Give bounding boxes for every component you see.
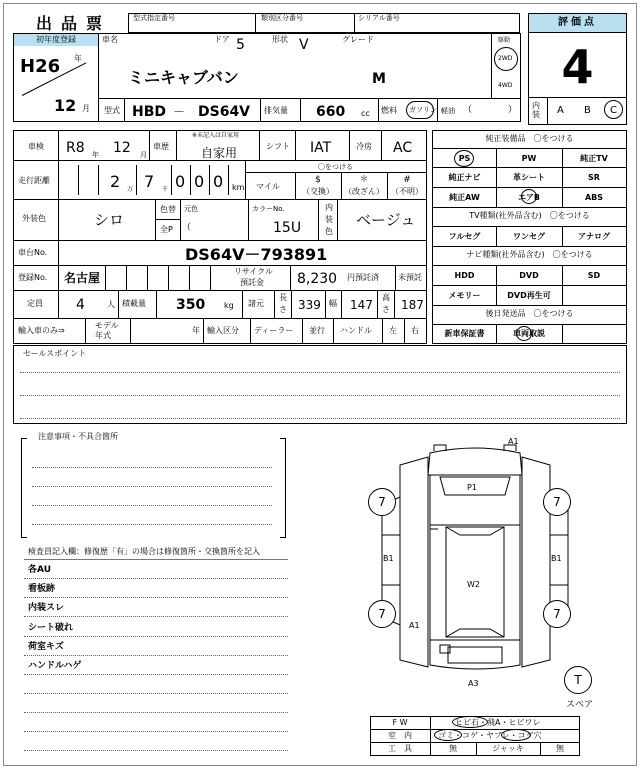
handle-right: 右 xyxy=(411,326,419,335)
load-label: 積載量 xyxy=(122,299,146,308)
import-label: 輸入車のみ⇒ xyxy=(18,326,65,335)
width-value: 147 xyxy=(350,298,373,312)
equip-aw: 純正AW xyxy=(449,193,480,202)
paren-right: ） xyxy=(508,105,518,115)
color-change-label: 色替 xyxy=(160,205,176,214)
capacity-unit: 人 xyxy=(107,300,115,309)
door-label: ドア xyxy=(214,35,230,44)
interior-grade-b: B xyxy=(584,105,591,116)
spare-label: スペア xyxy=(566,700,594,710)
history-value: 自家用 xyxy=(201,146,238,160)
mark-a3: A3 xyxy=(468,679,479,688)
length-char-1: 長 xyxy=(279,293,287,302)
serial-label: シリアル番号 xyxy=(358,14,400,22)
grade-field-label: グレード xyxy=(342,35,374,44)
grade-label: 評価点 xyxy=(558,17,597,28)
first-reg-label: 初年度登録 xyxy=(36,35,76,44)
height-char-1: 高 xyxy=(382,293,390,302)
fw-label: F W xyxy=(392,718,408,727)
mark-a1-low: A1 xyxy=(409,621,420,630)
model-value: DS64V xyxy=(198,104,251,120)
navi-dvd: DVD xyxy=(519,271,539,280)
equip-airbag-circle xyxy=(521,189,537,204)
capacity-value: 4 xyxy=(76,297,85,313)
inspector-item-4: シート破れ xyxy=(28,623,74,633)
mark-w2: W2 xyxy=(467,580,480,589)
regno-label: 登録No. xyxy=(18,273,48,282)
mileage-label: 走行距離 xyxy=(18,176,50,185)
mileage-opt3-sym: # xyxy=(403,175,411,185)
reg-year-unit: 年 xyxy=(74,54,82,63)
height-char-2: さ xyxy=(382,305,390,314)
disp-unit: cc xyxy=(361,109,370,118)
inspect-month-unit: 月 xyxy=(140,151,147,159)
history-label: 車歴 xyxy=(153,142,169,151)
fuel-label: 燃料 xyxy=(381,106,397,115)
orig-color-label: 元色 xyxy=(184,205,198,213)
model-prefix: HBD xyxy=(132,104,167,120)
recycle-label: リサイクル xyxy=(234,267,273,276)
drive-2wd-circle xyxy=(494,47,518,71)
docs-warranty: 新車保証書 xyxy=(444,329,485,338)
model-dash: － xyxy=(173,105,186,119)
notes-bracket-right xyxy=(280,438,286,538)
equip-abs: ABS xyxy=(584,193,604,202)
equip-pw: PW xyxy=(521,154,537,163)
capacity-label: 定員 xyxy=(27,299,43,308)
handle-label: ハンドル xyxy=(340,326,372,335)
import-year-unit: 年 xyxy=(192,326,200,335)
color-value: シロ xyxy=(94,211,125,229)
recycle-unit: 円預託済 xyxy=(347,273,379,282)
inspect-label: 車検 xyxy=(28,142,44,151)
inspector-item-2: 看板跡 xyxy=(28,584,56,594)
recycle-label-2: 預託金 xyxy=(240,278,264,287)
page-title: 出品票 xyxy=(36,14,112,33)
dealer-label: ディーラー xyxy=(254,326,294,335)
mark-a1-top: A1 xyxy=(508,437,519,446)
drive-4wd: 4WD xyxy=(498,82,513,89)
load-value: 350 xyxy=(176,297,206,313)
sales-point-label: セールスポイント xyxy=(23,349,87,358)
equip-sr: SR xyxy=(588,173,600,182)
equip-navi: 純正ナビ xyxy=(448,173,481,182)
ac-value: AC xyxy=(393,140,413,156)
jack-none: 無 xyxy=(556,744,564,753)
equip-airbag: エアB xyxy=(517,193,541,202)
mileage-opt3: （不明） xyxy=(391,187,423,196)
mileage-sen-unit: 千 xyxy=(162,186,169,193)
ac-label: 冷房 xyxy=(356,142,372,151)
navi-hdd: HDD xyxy=(454,271,475,280)
disp-value: 660 xyxy=(316,104,346,120)
mileage-opt1-sym: $ xyxy=(315,175,321,185)
import-type-label: 輸入区分 xyxy=(207,326,239,335)
fuel-circle xyxy=(406,101,434,119)
tire-rear-left-value: 7 xyxy=(378,607,386,621)
inspector-item-3: 内装スレ xyxy=(28,603,65,613)
car-grade: M xyxy=(372,71,386,87)
reg-era-year: H26 xyxy=(20,56,61,77)
shift-label: シフト xyxy=(266,142,290,151)
drive-2wd: 2WD xyxy=(498,55,513,62)
equip-title: 純正装備品 〇をつける xyxy=(485,134,574,143)
car-diagram xyxy=(360,435,590,700)
fw-circle xyxy=(452,716,488,728)
parallel-label: 並行 xyxy=(309,326,325,335)
inspector-item-6: ハンドルハゲ xyxy=(28,661,82,671)
mileage-opt1: （交換） xyxy=(302,187,334,196)
inspect-year-unit: 年 xyxy=(92,151,99,159)
docs-manual-circle xyxy=(516,326,532,341)
mileage-sen-digit: 7 xyxy=(144,172,155,191)
inspector-item-5: 荷室キズ xyxy=(28,642,64,652)
spec-label: 諸元 xyxy=(248,299,264,308)
equip-tv: 純正TV xyxy=(580,154,608,163)
color-label: 外装色 xyxy=(22,214,46,223)
equip-leather: 革シート xyxy=(513,173,545,182)
inspector-label: 検査員記入欄：修復歴「有」の場合は修復箇所・交換箇所を記入 xyxy=(28,547,260,556)
tv-title: TV種類(社外品含む) 〇をつける xyxy=(469,211,590,220)
colorno-label: カラーNo. xyxy=(252,205,285,213)
full-paint-label: 全P xyxy=(160,225,173,234)
tire-front-right-value: 7 xyxy=(553,495,561,509)
tv-fullseg: フルセグ xyxy=(448,232,481,241)
mileage-digit-3: 0 xyxy=(213,172,224,191)
history-note: ※未記入は自家用 xyxy=(192,132,240,139)
mark-b1-right: B1 xyxy=(551,554,562,563)
regno-value: 名古屋 xyxy=(64,271,101,285)
mark-p1: P1 xyxy=(467,483,477,492)
recycle-value: 8,230 xyxy=(297,271,338,287)
mileage-man-unit: 万 xyxy=(127,186,134,193)
int-color-char-2: 装 xyxy=(325,215,333,224)
mileage-digit-1: 0 xyxy=(175,172,186,191)
car-name-label: 車名 xyxy=(102,35,118,44)
tools-label: 工 具 xyxy=(388,744,412,753)
disp-label: 排気量 xyxy=(264,106,288,115)
model-year-label: モデル年式 xyxy=(95,321,119,340)
length-value: 339 xyxy=(298,298,321,312)
interior-grade-circle xyxy=(604,100,623,119)
notes-label: 注意事項・不具合箇所 xyxy=(38,432,118,441)
int-color-char-1: 内 xyxy=(325,203,333,212)
docs-title: 後日発送品 〇をつける xyxy=(485,309,574,318)
tire-rear-right-value: 7 xyxy=(553,607,561,621)
width-label: 幅 xyxy=(329,299,337,308)
sales-point-box xyxy=(13,345,627,424)
mileage-opt2: （改ざん） xyxy=(344,187,384,196)
mileage-note: 〇をつける xyxy=(318,163,353,171)
mileage-man-digit: 2 xyxy=(110,172,121,191)
color-paren: （ xyxy=(182,223,192,233)
navi-title: ナビ種類(社外品含む) 〇をつける xyxy=(466,250,593,259)
interior-row-value: ゴミ・コゲ・ヤブレ・コゲ穴 xyxy=(438,731,542,740)
drive-label: 駆動 xyxy=(498,37,511,44)
reg-month: 12 xyxy=(54,96,77,115)
mileage-unit: km xyxy=(232,183,245,192)
recycle-status: 未預託 xyxy=(398,273,422,282)
mileage-digit-2: 0 xyxy=(194,172,205,191)
model-code-label: 型式指定番号 xyxy=(133,14,175,22)
tire-front-left-value: 7 xyxy=(378,495,386,509)
interior-circle-2 xyxy=(501,729,531,741)
light-oil-label: 軽油 xyxy=(441,107,455,115)
mile-label: マイル xyxy=(256,182,280,191)
inspect-month: 12 xyxy=(113,140,131,156)
int-color-char-3: 色 xyxy=(325,227,333,236)
door-value: 5 xyxy=(236,37,245,53)
handle-left: 左 xyxy=(389,326,397,335)
interior-grade-label: 内装 xyxy=(532,101,540,119)
notes-bracket-left xyxy=(21,438,27,538)
car-name: ミニキャブバン xyxy=(128,68,239,87)
shift-value: IAT xyxy=(310,140,332,156)
interior-row-label: 室 内 xyxy=(388,731,412,740)
shape-label: 形状 xyxy=(272,35,288,44)
shape-value: V xyxy=(299,37,309,53)
navi-dvd-play: DVD再生可 xyxy=(507,291,551,300)
equip-ps: PS xyxy=(458,154,471,163)
equip-ps-circle xyxy=(454,150,474,167)
navi-sd: SD xyxy=(587,271,601,280)
chassis-value: DS64V－793891 xyxy=(185,245,328,264)
model-label: 型式 xyxy=(104,106,120,115)
tv-oneseg: ワンセグ xyxy=(513,232,545,241)
load-unit: kg xyxy=(224,301,234,310)
mileage-opt2-sym: ＊ xyxy=(359,175,369,185)
interior-color-value: ベージュ xyxy=(356,211,416,229)
navi-memory: メモリー xyxy=(448,291,481,300)
tools-none: 無 xyxy=(449,744,457,753)
inspect-r: R8 xyxy=(66,140,85,156)
docs-manual: 車両取説 xyxy=(513,329,545,338)
jack-label: ジャッキ xyxy=(492,744,524,753)
length-char-2: さ xyxy=(279,305,287,314)
chassis-label: 車台No. xyxy=(18,248,48,257)
mark-b1-left: B1 xyxy=(383,554,394,563)
height-value: 187 xyxy=(401,298,424,312)
colorno-value: 15U xyxy=(273,220,302,236)
tv-analog: アナログ xyxy=(578,232,610,241)
grade-score: 4 xyxy=(561,40,594,94)
paren-left: （ xyxy=(463,105,473,115)
reg-month-unit: 月 xyxy=(82,104,90,113)
interior-grade-a: A xyxy=(557,105,564,116)
fuel-gasoline: ガソリン xyxy=(409,106,437,114)
interior-circle-1 xyxy=(434,729,462,741)
inspector-item-1: 各AU xyxy=(28,565,51,575)
interior-grade-c: C xyxy=(610,105,617,116)
spare-tire-value: T xyxy=(574,673,582,687)
fw-value: ヒビ石・飛A・ヒビワレ xyxy=(455,718,541,727)
class-code-label: 類別区分番号 xyxy=(261,14,303,22)
